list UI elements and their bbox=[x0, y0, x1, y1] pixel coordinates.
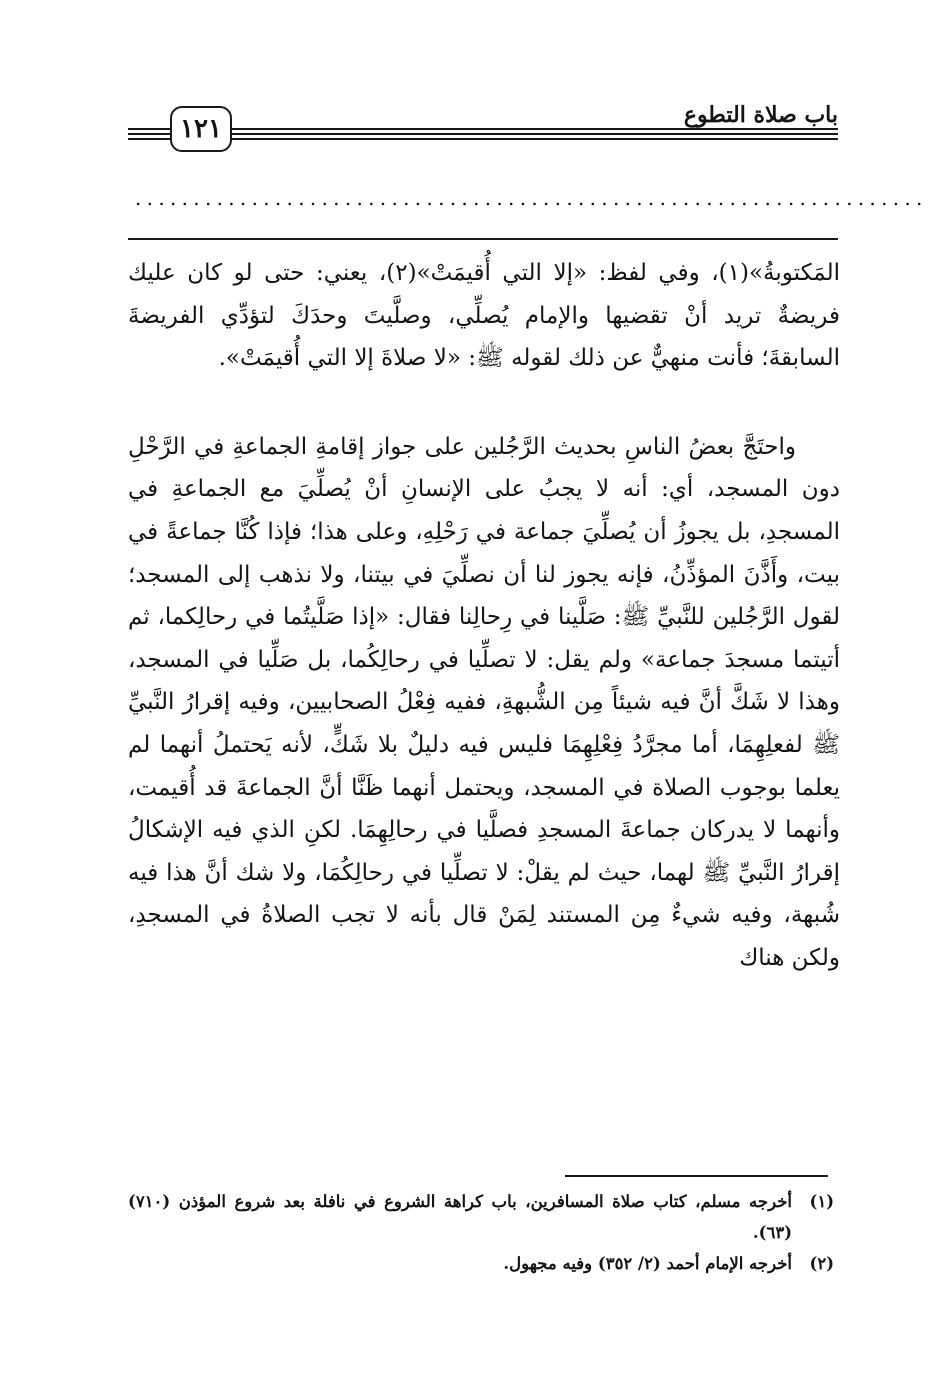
footnote-number: (١) bbox=[809, 1192, 834, 1211]
page-header bbox=[128, 100, 838, 160]
dotted-separator: .................................................................... bbox=[135, 186, 928, 210]
footnote-item bbox=[128, 1186, 838, 1248]
footnote-rule bbox=[565, 1175, 828, 1177]
running-head-title: باب صلاة التطوع bbox=[676, 102, 838, 128]
paragraph-1: المَكتوبةُ»(١)، وفي لفظ: «إلا التي أُقيمَتْ»(٢)، يعني: حتى لو كان عليك فريضةٌ تريد أنْ تقضيها والإمام يُصلِّي، وصلَّيتَ وحدَكَ لتؤدِّي الفريضةَ السابقةَ؛ فأنت منهيٌّ عن ذلك لقوله ﷺ: «لا صلاةَ إلا التي أُقيمَتْ». bbox=[128, 260, 840, 372]
page-number: ١٢١ bbox=[170, 106, 232, 152]
main-text bbox=[128, 252, 840, 980]
footnote-number: (٢) bbox=[809, 1254, 834, 1273]
footnote-text: أخرجه مسلم، كتاب صلاة المسافرين، باب كراهة الشروع في نافلة بعد شروع المؤذن (٧١٠) (٦٣). bbox=[128, 1192, 792, 1242]
paragraph-2: واحتَجَّ بعضُ الناسِ بحديث الرَّجُلين على جواز إقامةِ الجماعةِ في الرَّحْلِ دون المسجد، أي: أنه لا يجبُ على الإنسانِ أنْ يُصلِّيَ مع الجماعةِ في المسجدِ، بل يجوزُ أن يُصلِّيَ جماعة في رَحْلِهِ، وعلى هذا؛ فإذا كُنَّا جماعةً في بيت، وأَذَّنَ المؤذِّنُ، فإنه يجوز لنا أن نصلِّيَ في بيتنا، ولا نذهب إلى المسجد؛ لقول الرَّجُلين للنَّبيِّ ﷺ: صَلَّينا في رِحالِنا فقال: «إذا صَلَّيتُما في رحالِكما، ثم أتيتما مسجدَ جماعة» ولم يقل: لا تصلِّيا في رحالِكُما، بل صَلِّيا في المسجد، وهذا لا شَكَّ أنَّ فيه شيئاً مِن الشُّبهةِ، ففيه فِعْلُ الصحابيين، وفيه إقرارُ النَّبيِّ ﷺ لفعلِهِمَا، أما مجرَّدُ فِعْلِهِمَا فليس فيه دليلٌ بلا شَكٍّ، لأنه يَحتملُ أنهما لم يعلما بوجوب الصلاة في المسجد، ويحتمل أنهما ظَنَّا أنَّ الجماعةَ قد أُقيمت، وأنهما لا يدركان جماعةَ المسجدِ فصلَّيا في رحالِهِمَا. لكنِ الذي فيه الإشكالُ إقرارُ النَّبيِّ ﷺ لهما، حيث لم يقلْ: لا تصلِّيا في رحالِكُمَا، ولا شك أنَّ هذا فيه شُبهة، وفيه شيءٌ مِن المستند لِمَنْ قال بأنه لا تجب الصلاةُ في المسجدِ، ولكن هناك bbox=[128, 433, 840, 971]
header-rule-left bbox=[128, 128, 170, 143]
footnote-text: أخرجه الإمام أحمد (٢/ ٣٥٢) وفيه مجهول. bbox=[503, 1254, 792, 1273]
header-rule-right bbox=[230, 128, 838, 143]
text-top-rule bbox=[128, 238, 838, 240]
footnotes bbox=[128, 1186, 838, 1279]
footnote-item bbox=[128, 1248, 838, 1279]
